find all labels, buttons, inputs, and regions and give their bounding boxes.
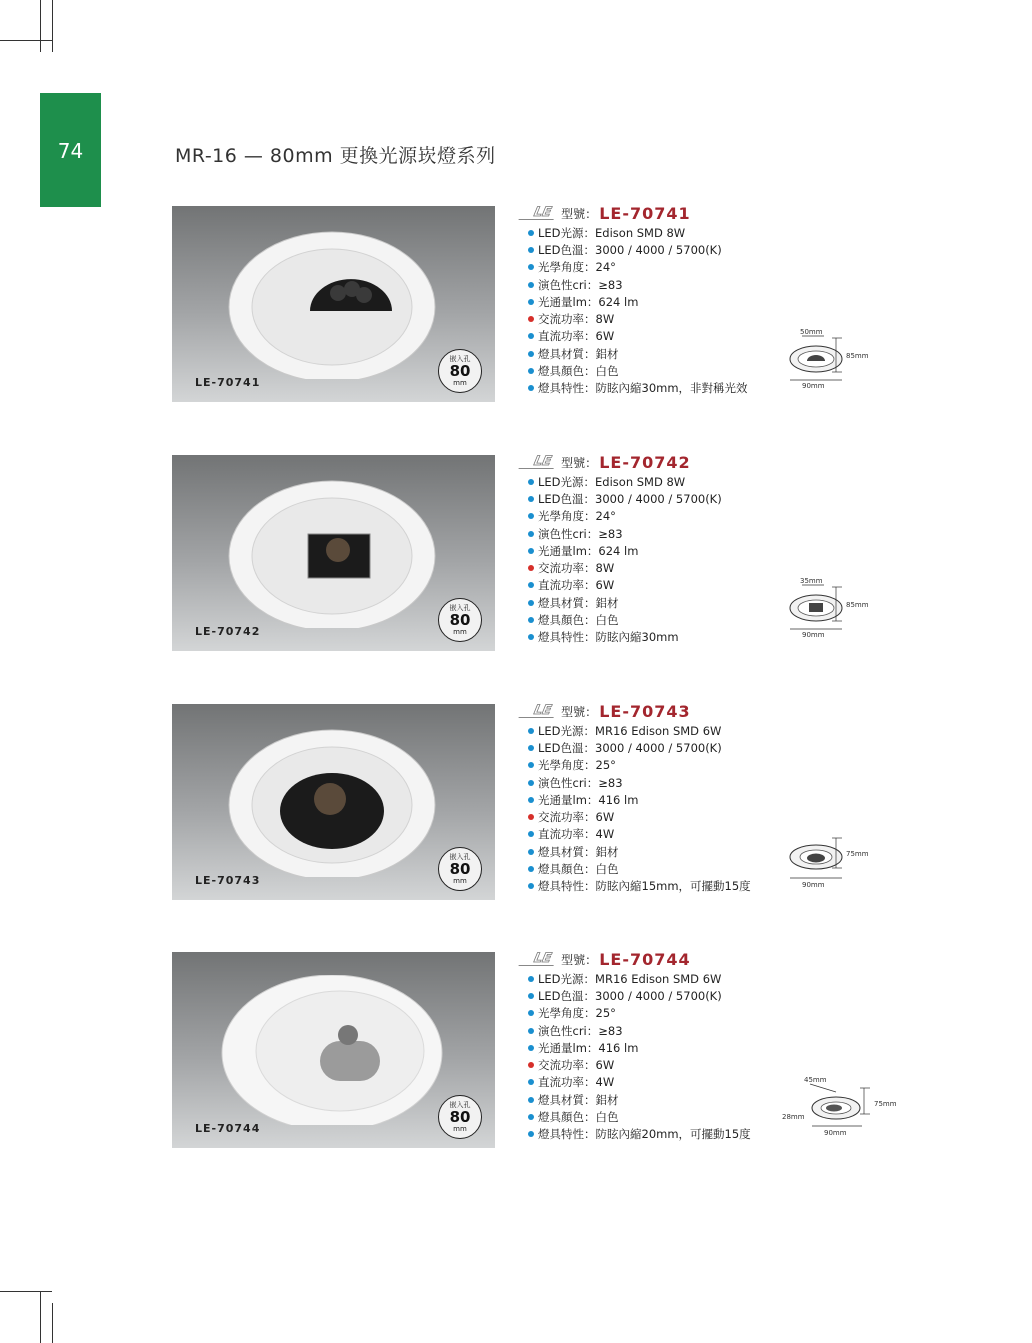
- model-label: 型號：: [561, 206, 598, 221]
- dim-side: 28mm: [782, 1113, 805, 1121]
- badge-number: 80: [449, 859, 471, 878]
- bullet-icon: [528, 282, 534, 288]
- spec-item: [528, 843, 751, 860]
- spec-text: 光學角度：24°: [538, 260, 616, 275]
- dimension-drawing: [776, 1074, 906, 1144]
- model-line: [520, 451, 691, 473]
- crop-mark: [52, 0, 53, 52]
- le-logo-icon: LE: [519, 455, 557, 469]
- spec-item: [528, 629, 722, 646]
- bullet-icon: [528, 1097, 534, 1103]
- spec-item: [528, 362, 748, 379]
- badge-number: 80: [449, 361, 471, 380]
- bullet-icon: [528, 316, 534, 322]
- spec-item: [528, 525, 722, 542]
- lamp-illustration: [212, 975, 452, 1125]
- spec-item: [528, 774, 751, 791]
- crop-mark: [52, 1303, 53, 1343]
- spec-item: [528, 594, 722, 611]
- lamp-illustration: [212, 229, 452, 379]
- spec-text: 直流功率：4W: [538, 827, 615, 842]
- model-label: 型號：: [561, 455, 598, 470]
- bullet-icon: [528, 351, 534, 357]
- photo-label: LE-70743: [195, 874, 261, 887]
- model-line: [520, 700, 691, 722]
- spec-text: 燈具顏色：白色: [538, 613, 619, 628]
- bullet-icon: [528, 1079, 534, 1085]
- dim-opening: 45mm: [804, 1076, 827, 1084]
- badge-top: 嵌入孔: [449, 1100, 471, 1109]
- dimension-drawing: [780, 577, 910, 647]
- photo-label: LE-70744: [195, 1122, 261, 1135]
- spec-item: [528, 577, 722, 594]
- spec-text: 光學角度：25°: [538, 758, 616, 773]
- spec-text: 演色性cri：≥83: [538, 775, 623, 790]
- bullet-icon: [528, 1028, 534, 1034]
- bullet-icon: [528, 385, 534, 391]
- spec-item: [528, 328, 748, 345]
- badge-unit: mm: [453, 876, 467, 885]
- le-logo-icon: LE: [519, 952, 557, 966]
- badge-number: 80: [449, 610, 471, 629]
- spec-item: [528, 276, 748, 293]
- badge-top: 嵌入孔: [449, 852, 471, 861]
- dim-width: 90mm: [802, 881, 825, 889]
- bullet-icon: [528, 745, 534, 751]
- spec-text: 燈具顏色：白色: [538, 1110, 619, 1125]
- product-photo: [172, 952, 495, 1148]
- spec-item: [528, 739, 751, 756]
- spec-text: 交流功率：6W: [538, 810, 615, 825]
- spec-item: [528, 1126, 751, 1143]
- spec-item: [528, 1091, 751, 1108]
- spec-item: [528, 559, 722, 576]
- bullet-icon: [528, 368, 534, 374]
- spec-text: 直流功率：6W: [538, 329, 615, 344]
- spec-item: [528, 473, 722, 490]
- product-block: [0, 203, 1032, 406]
- bullet-icon: [528, 1010, 534, 1016]
- spec-item: [528, 241, 748, 258]
- spec-item: [528, 1108, 751, 1125]
- cutout-badge: [438, 598, 482, 642]
- product-photo: [172, 206, 495, 402]
- bullet-icon: [528, 976, 534, 982]
- spec-text: 燈具材質：鋁材: [538, 346, 619, 361]
- spec-item: [528, 987, 751, 1004]
- spec-item: [528, 1005, 751, 1022]
- model-line: [520, 202, 691, 224]
- spec-text: 演色性cri：≥83: [538, 277, 623, 292]
- model-label: 型號：: [561, 952, 598, 967]
- bullet-icon: [528, 1131, 534, 1137]
- spec-text: 燈具顏色：白色: [538, 862, 619, 877]
- dim-opening: 35mm: [800, 577, 823, 585]
- dim-height: 85mm: [846, 601, 869, 609]
- dim-width: 90mm: [824, 1129, 847, 1137]
- spec-text: 燈具材質：鋁材: [538, 1092, 619, 1107]
- spec-item: [528, 490, 722, 507]
- dimension-drawing: [780, 828, 910, 898]
- dim-width: 90mm: [802, 382, 825, 390]
- spec-item: [528, 808, 751, 825]
- product-photo: [172, 704, 495, 900]
- spec-text: LED色溫：3000 / 4000 / 5700(K): [538, 988, 722, 1003]
- spec-item: [528, 345, 748, 362]
- spec-list: [528, 970, 751, 1143]
- le-logo-icon: LE: [519, 704, 557, 718]
- spec-list: [528, 722, 751, 895]
- badge-unit: mm: [453, 1124, 467, 1133]
- spec-list: [528, 224, 748, 397]
- spec-text: LED色溫：3000 / 4000 / 5700(K): [538, 740, 722, 755]
- model-label: 型號：: [561, 704, 598, 719]
- photo-label: LE-70741: [195, 376, 261, 389]
- bullet-icon: [528, 600, 534, 606]
- spec-text: 燈具特性：防眩內縮30mm，非對稱光效: [538, 381, 748, 396]
- bullet-icon: [528, 797, 534, 803]
- spec-item: [528, 259, 748, 276]
- spec-text: 燈具顏色：白色: [538, 364, 619, 379]
- spec-item: [528, 293, 748, 310]
- bullet-icon: [528, 247, 534, 253]
- spec-text: 光通量lm：624 lm: [538, 294, 639, 309]
- bullet-icon: [528, 230, 534, 236]
- model-code: LE-70744: [599, 949, 691, 969]
- badge-number: 80: [449, 1107, 471, 1126]
- bullet-icon: [528, 993, 534, 999]
- bullet-icon: [528, 496, 534, 502]
- bullet-icon: [528, 531, 534, 537]
- spec-item: [528, 611, 722, 628]
- bullet-icon: [528, 814, 534, 820]
- spec-text: 演色性cri：≥83: [538, 526, 623, 541]
- product-block: [0, 949, 1032, 1152]
- bullet-icon: [528, 1114, 534, 1120]
- bullet-icon: [528, 866, 534, 872]
- spec-text: 直流功率：6W: [538, 578, 615, 593]
- spec-text: LED色溫：3000 / 4000 / 5700(K): [538, 491, 722, 506]
- spec-item: [528, 224, 748, 241]
- bullet-icon: [528, 299, 534, 305]
- page-number-tab: [40, 93, 101, 207]
- spec-list: [528, 473, 722, 646]
- spec-text: 交流功率：8W: [538, 561, 615, 576]
- spec-text: LED光源：Edison SMD 8W: [538, 225, 686, 240]
- cutout-badge: [438, 847, 482, 891]
- page-title: MR-16 — 80mm 更換光源崁燈系列: [175, 145, 496, 167]
- spec-text: 燈具特性：防眩內縮15mm，可擺動15度: [538, 879, 751, 894]
- spec-item: [528, 757, 751, 774]
- spec-text: 交流功率：6W: [538, 1058, 615, 1073]
- page-number: 74: [57, 139, 84, 163]
- bullet-icon: [528, 1062, 534, 1068]
- spec-text: 光通量lm：416 lm: [538, 792, 639, 807]
- bullet-icon: [528, 513, 534, 519]
- spec-text: 直流功率：4W: [538, 1075, 615, 1090]
- spec-text: LED色溫：3000 / 4000 / 5700(K): [538, 242, 722, 257]
- spec-text: LED光源：MR16 Edison SMD 6W: [538, 971, 722, 986]
- bullet-icon: [528, 728, 534, 734]
- spec-text: LED光源：MR16 Edison SMD 6W: [538, 723, 722, 738]
- bullet-icon: [528, 780, 534, 786]
- model-line: [520, 948, 691, 970]
- le-logo-icon: LE: [519, 206, 557, 220]
- lamp-illustration: [212, 727, 452, 877]
- bullet-icon: [528, 548, 534, 554]
- bullet-icon: [528, 634, 534, 640]
- dim-opening: 50mm: [800, 328, 823, 336]
- product-photo: [172, 455, 495, 651]
- bullet-icon: [528, 762, 534, 768]
- spec-item: [528, 860, 751, 877]
- product-block: [0, 452, 1032, 655]
- badge-unit: mm: [453, 627, 467, 636]
- badge-top: 嵌入孔: [449, 603, 471, 612]
- dimension-drawing: [780, 328, 910, 398]
- cutout-badge: [438, 1095, 482, 1139]
- spec-item: [528, 878, 751, 895]
- bullet-icon: [528, 617, 534, 623]
- dim-height: 85mm: [846, 352, 869, 360]
- spec-text: 燈具特性：防眩內縮20mm，可擺動15度: [538, 1127, 751, 1142]
- bullet-icon: [528, 479, 534, 485]
- spec-item: [528, 380, 748, 397]
- crop-mark: [40, 0, 41, 52]
- model-code: LE-70743: [599, 701, 691, 721]
- bullet-icon: [528, 831, 534, 837]
- spec-text: 光通量lm：624 lm: [538, 543, 639, 558]
- bullet-icon: [528, 1045, 534, 1051]
- spec-item: [528, 826, 751, 843]
- spec-item: [528, 722, 751, 739]
- spec-text: LED光源：Edison SMD 8W: [538, 474, 686, 489]
- crop-mark: [40, 1291, 41, 1343]
- model-code: LE-70742: [599, 452, 691, 472]
- spec-item: [528, 1056, 751, 1073]
- spec-item: [528, 542, 722, 559]
- spec-text: 光學角度：24°: [538, 509, 616, 524]
- spec-text: 燈具材質：鋁材: [538, 595, 619, 610]
- spec-text: 燈具特性：防眩內縮30mm: [538, 630, 679, 645]
- spec-item: [528, 1039, 751, 1056]
- spec-item: [528, 970, 751, 987]
- spec-item: [528, 791, 751, 808]
- spec-text: 光學角度：25°: [538, 1006, 616, 1021]
- dim-height: 75mm: [846, 850, 869, 858]
- dim-height: 75mm: [874, 1100, 897, 1108]
- product-block: [0, 701, 1032, 904]
- spec-text: 交流功率：8W: [538, 312, 615, 327]
- model-code: LE-70741: [599, 203, 691, 223]
- crop-mark: [0, 40, 52, 41]
- badge-unit: mm: [453, 378, 467, 387]
- photo-label: LE-70742: [195, 625, 261, 638]
- lamp-illustration: [212, 478, 452, 628]
- spec-item: [528, 1022, 751, 1039]
- bullet-icon: [528, 264, 534, 270]
- cutout-badge: [438, 349, 482, 393]
- dim-width: 90mm: [802, 631, 825, 639]
- spec-item: [528, 1074, 751, 1091]
- spec-text: 演色性cri：≥83: [538, 1023, 623, 1038]
- spec-text: 光通量lm：416 lm: [538, 1040, 639, 1055]
- spec-item: [528, 508, 722, 525]
- spec-item: [528, 310, 748, 327]
- bullet-icon: [528, 565, 534, 571]
- badge-top: 嵌入孔: [449, 354, 471, 363]
- bullet-icon: [528, 849, 534, 855]
- crop-mark: [0, 1291, 52, 1292]
- bullet-icon: [528, 333, 534, 339]
- spec-text: 燈具材質：鋁材: [538, 844, 619, 859]
- bullet-icon: [528, 883, 534, 889]
- bullet-icon: [528, 582, 534, 588]
